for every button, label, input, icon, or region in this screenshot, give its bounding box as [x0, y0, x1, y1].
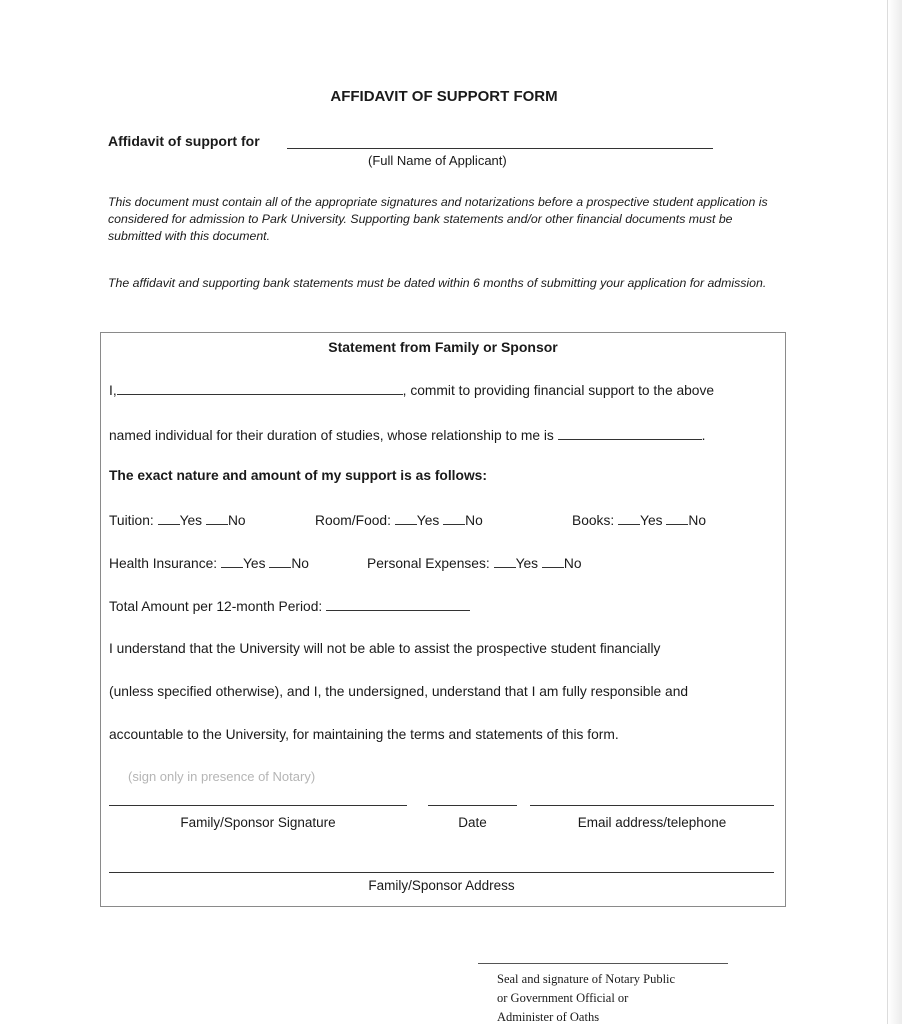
- total-label: Total Amount per 12-month Period:: [109, 599, 323, 614]
- date-caption: Date: [458, 815, 487, 830]
- roomfood-option: [315, 512, 483, 528]
- roomfood-yes-blank[interactable]: [395, 512, 417, 525]
- signature-field[interactable]: [109, 805, 407, 806]
- relationship-end: .: [701, 428, 706, 443]
- intro-paragraph: This document must contain all of the appropriate signatures and notarizations before a prospective student application is considered for admission to Park University. Supporting bank statements and/or other financial documents must be submitted with this document.: [108, 195, 768, 243]
- commit-text: , commit to providing financial support to the above: [402, 383, 715, 398]
- no-label: No: [291, 556, 309, 571]
- tuition-no-blank[interactable]: [206, 512, 228, 525]
- tuition-yes-blank[interactable]: [158, 512, 180, 525]
- yes-label: Yes: [515, 556, 539, 571]
- affidavit-label: Affidavit of support for: [108, 133, 260, 149]
- relationship-text: named individual for their duration of studies, whose relationship to me is: [109, 428, 554, 443]
- email-caption: Email address/telephone: [577, 815, 727, 830]
- personal-option: [367, 555, 582, 571]
- personal-yes-blank[interactable]: [494, 555, 516, 568]
- roomfood-no-blank[interactable]: [443, 512, 465, 525]
- no-label: No: [465, 513, 483, 528]
- support-heading: The exact nature and amount of my support is as follows:: [109, 468, 487, 483]
- no-label: No: [563, 556, 582, 571]
- no-label: No: [688, 513, 707, 528]
- notary-line-3: Administer of Oaths: [497, 1010, 600, 1024]
- roomfood-label: Room/Food:: [315, 513, 391, 528]
- commit-prefix: I,: [109, 383, 117, 398]
- yes-label: Yes: [640, 513, 663, 528]
- health-option: [109, 555, 309, 571]
- notary-hint: (sign only in presence of Notary): [128, 769, 316, 784]
- health-no-blank[interactable]: [269, 555, 291, 568]
- form-title: AFFIDAVIT OF SUPPORT FORM: [330, 88, 558, 105]
- dating-paragraph: The affidavit and supporting bank statements must be dated within 6 months of submitting your application for admission.: [108, 276, 767, 290]
- yes-label: Yes: [242, 556, 266, 571]
- sponsor-name-field[interactable]: [117, 382, 403, 395]
- tuition-label: Tuition:: [109, 513, 154, 528]
- understand-line-2: (unless specified otherwise), and I, the undersigned, understand that I am fully responsible and: [109, 684, 689, 699]
- books-option: [572, 512, 706, 528]
- applicant-name-field[interactable]: [287, 148, 713, 149]
- notary-signature-field[interactable]: [478, 963, 728, 964]
- yes-label: Yes: [416, 513, 440, 528]
- signature-caption: Family/Sponsor Signature: [180, 815, 336, 830]
- email-field[interactable]: [530, 805, 774, 806]
- health-label: Health Insurance:: [109, 556, 218, 571]
- books-no-blank[interactable]: [666, 512, 688, 525]
- applicant-name-caption: (Full Name of Applicant): [368, 153, 507, 168]
- books-label: Books:: [572, 513, 615, 528]
- personal-label: Personal Expenses:: [367, 556, 490, 571]
- total-amount-field[interactable]: [326, 598, 470, 611]
- notary-line-1: Seal and signature of Notary Public: [497, 972, 676, 986]
- page-edge-shadow: [887, 0, 902, 1024]
- relationship-field[interactable]: [558, 427, 702, 440]
- address-field[interactable]: [109, 872, 774, 873]
- statement-title: Statement from Family or Sponsor: [328, 339, 558, 355]
- personal-no-blank[interactable]: [542, 555, 564, 568]
- notary-line-2: or Government Official or: [497, 991, 629, 1005]
- no-label: No: [227, 513, 246, 528]
- address-caption: Family/Sponsor Address: [368, 878, 515, 893]
- understand-line-1: I understand that the University will not be able to assist the prospective student financially: [109, 641, 661, 656]
- total-row: [109, 598, 470, 614]
- understand-line-3: accountable to the University, for maintaining the terms and statements of this form.: [109, 727, 619, 742]
- date-field[interactable]: [428, 805, 517, 806]
- health-yes-blank[interactable]: [221, 555, 243, 568]
- relationship-row: [109, 427, 706, 443]
- books-yes-blank[interactable]: [618, 512, 640, 525]
- tuition-option: [109, 512, 246, 528]
- yes-label: Yes: [179, 513, 203, 528]
- commit-row: [109, 382, 714, 398]
